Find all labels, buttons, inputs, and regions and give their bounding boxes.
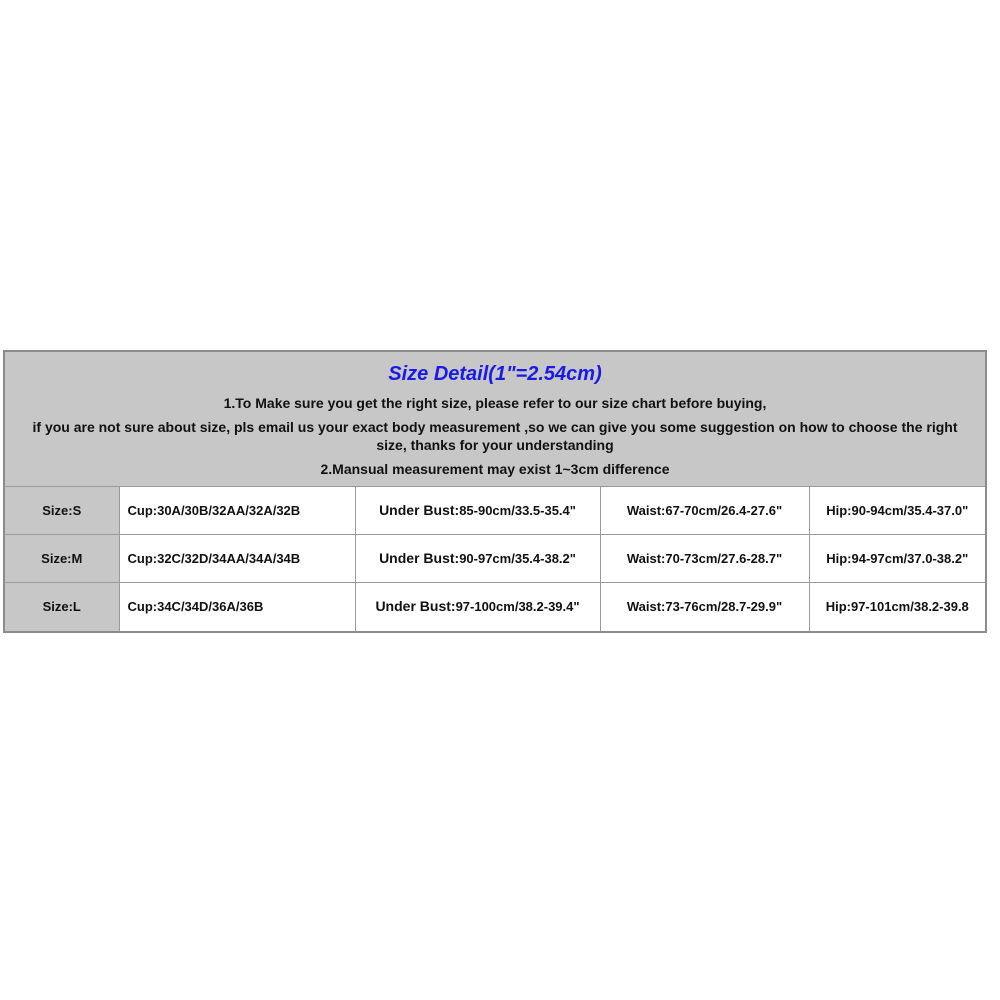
under-bust-cell bbox=[355, 583, 600, 631]
waist-cell: Waist:67-70cm/26.4-27.6" bbox=[600, 487, 809, 535]
size-cell: Size:L bbox=[5, 583, 119, 631]
waist-cell: Waist:73-76cm/28.7-29.9" bbox=[600, 583, 809, 631]
size-note-1: 1.To Make sure you get the right size, please refer to our size chart before buying, bbox=[223, 395, 767, 411]
size-chart-title: Size Detail(1"=2.54cm) bbox=[388, 363, 602, 385]
under-bust-label: Under Bust: bbox=[375, 598, 456, 615]
size-cell: Size:S bbox=[5, 487, 119, 535]
table-row bbox=[5, 487, 985, 535]
under-bust-cell bbox=[355, 487, 600, 535]
size-note-3: 2.Mansual measurement may exist 1~3cm difference bbox=[320, 461, 670, 477]
size-note-2: if you are not sure about size, pls email us your exact body measurement ,so we can give you some suggestion on how to choose the right size, thanks for your understanding bbox=[32, 419, 958, 453]
size-chart-header bbox=[5, 352, 985, 486]
cup-cell: Cup:30A/30B/32AA/32A/32B bbox=[119, 487, 355, 535]
table-row bbox=[5, 583, 985, 631]
under-bust-label: Under Bust: bbox=[379, 502, 460, 518]
table-row bbox=[5, 535, 985, 583]
under-bust-value: 85-90cm/33.5-35.4" bbox=[459, 503, 576, 518]
hip-cell: Hip:90-94cm/35.4-37.0" bbox=[809, 487, 985, 535]
hip-cell: Hip:94-97cm/37.0-38.2" bbox=[809, 535, 985, 583]
size-cell: Size:M bbox=[5, 535, 119, 583]
under-bust-label: Under Bust: bbox=[379, 550, 460, 566]
cup-cell: Cup:34C/34D/36A/36B bbox=[119, 583, 355, 631]
size-table bbox=[5, 486, 985, 631]
size-chart bbox=[3, 350, 987, 633]
under-bust-cell bbox=[355, 535, 600, 583]
under-bust-value: 97-100cm/38.2-39.4" bbox=[455, 599, 580, 615]
cup-cell: Cup:32C/32D/34AA/34A/34B bbox=[119, 535, 355, 583]
waist-cell: Waist:70-73cm/27.6-28.7" bbox=[600, 535, 809, 583]
hip-cell: Hip:97-101cm/38.2-39.8 bbox=[809, 583, 985, 631]
under-bust-value: 90-97cm/35.4-38.2" bbox=[459, 551, 576, 566]
